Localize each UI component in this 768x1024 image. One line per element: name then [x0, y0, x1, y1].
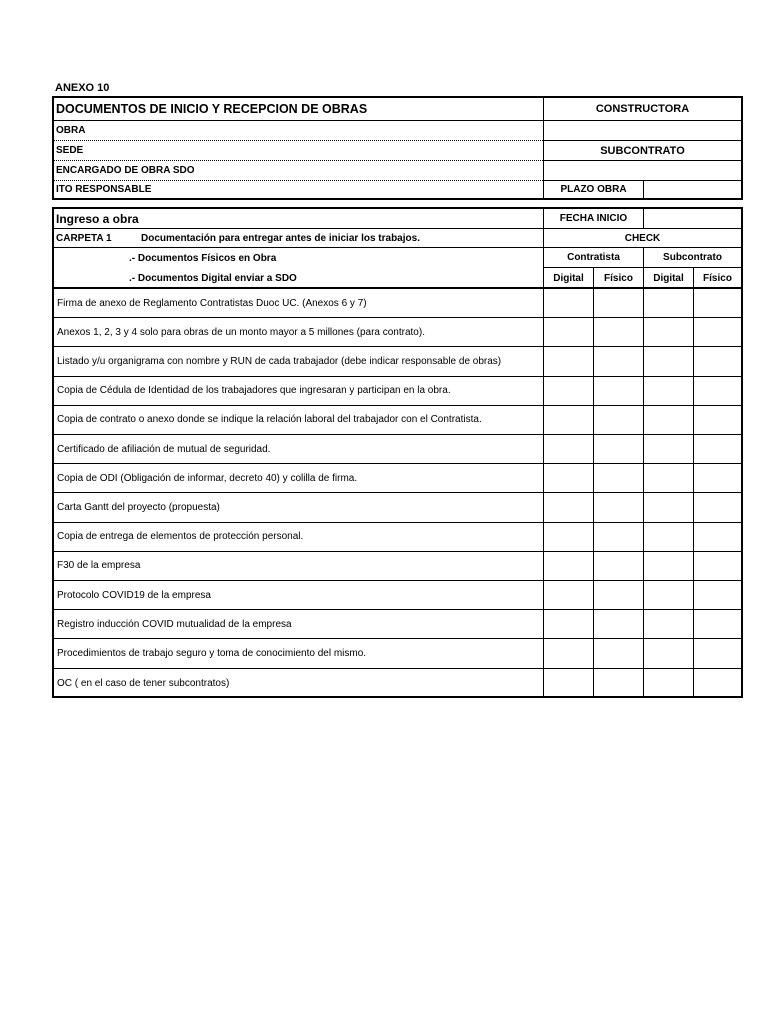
subcontrato-digital-checkbox[interactable]	[643, 581, 693, 609]
plazo-obra-field[interactable]	[643, 181, 741, 198]
subcontrato-fisico-checkbox[interactable]	[693, 523, 741, 551]
checklist-item-label: Copia de contrato o anexo donde se indique la relación laboral del trabajador con el Contratista.	[57, 414, 482, 426]
checklist-item-label: Copia de Cédula de Identidad de los trabajadores que ingresaran y participan en la obra.	[57, 385, 451, 397]
contratista-fisico-checkbox[interactable]	[593, 493, 643, 521]
contratista-digital-checkbox[interactable]	[543, 610, 593, 638]
contratista-fisico-header: Físico	[593, 268, 643, 288]
subcontrato-digital-checkbox[interactable]	[643, 318, 693, 346]
checklist-item-label: Carta Gantt del proyecto (propuesta)	[57, 501, 220, 513]
checklist-row	[54, 669, 741, 698]
plazo-obra-label: PLAZO OBRA	[543, 181, 643, 198]
checklist-row	[54, 464, 741, 493]
contratista-digital-checkbox[interactable]	[543, 639, 593, 667]
contratista-fisico-checkbox[interactable]	[593, 347, 643, 375]
subcontrato-header-label: SUBCONTRATO	[543, 141, 741, 161]
subcontrato-digital-checkbox[interactable]	[643, 464, 693, 492]
checklist-item-label: Firma de anexo de Reglamento Contratistas Duoc UC. (Anexos 6 y 7)	[57, 297, 367, 309]
checklist-item-label: Copia de ODI (Obligación de informar, decreto 40) y colilla de firma.	[57, 472, 358, 484]
contratista-fisico-checkbox[interactable]	[593, 289, 643, 317]
subcontrato-fisico-checkbox[interactable]	[693, 464, 741, 492]
header-table	[52, 96, 743, 200]
checklist-item-label: Protocolo COVID19 de la empresa	[57, 589, 211, 601]
subcontrato-fisico-checkbox[interactable]	[693, 318, 741, 346]
contratista-fisico-checkbox[interactable]	[593, 639, 643, 667]
contratista-digital-checkbox[interactable]	[543, 523, 593, 551]
subcontrato-fisico-checkbox[interactable]	[693, 610, 741, 638]
checklist-item-label: Certificado de afiliación de mutual de seguridad.	[57, 443, 271, 455]
checklist-item-label: Registro inducción COVID mutualidad de la empresa	[57, 618, 292, 630]
fecha-inicio-label: FECHA INICIO	[543, 209, 643, 229]
subcontrato-fisico-checkbox[interactable]	[693, 289, 741, 317]
subcontrato-fisico-checkbox[interactable]	[693, 581, 741, 609]
contratista-fisico-checkbox[interactable]	[593, 523, 643, 551]
check-header: CHECK	[543, 229, 741, 248]
contratista-header: Contratista	[543, 248, 643, 268]
subcontrato-digital-checkbox[interactable]	[643, 435, 693, 463]
subcontrato-digital-checkbox[interactable]	[643, 523, 693, 551]
checklist-item-label: Listado y/u organigrama con nombre y RUN de cada trabajador (debe indicar responsable de obras)	[57, 355, 502, 367]
checklist-row	[54, 347, 741, 376]
contratista-fisico-checkbox[interactable]	[593, 377, 643, 405]
subcontrato-digital-checkbox[interactable]	[643, 406, 693, 434]
subcontrato-fisico-checkbox[interactable]	[693, 435, 741, 463]
checklist-row	[54, 581, 741, 610]
subcontrato-fisico-checkbox[interactable]	[693, 639, 741, 667]
contratista-fisico-checkbox[interactable]	[593, 610, 643, 638]
contratista-digital-checkbox[interactable]	[543, 406, 593, 434]
subcontrato-digital-checkbox[interactable]	[643, 289, 693, 317]
contratista-fisico-checkbox[interactable]	[593, 318, 643, 346]
subcontrato-header: Subcontrato	[643, 248, 741, 268]
contratista-digital-header: Digital	[543, 268, 593, 288]
contratista-digital-checkbox[interactable]	[543, 581, 593, 609]
subcontrato-digital-checkbox[interactable]	[643, 347, 693, 375]
subcontrato-digital-checkbox[interactable]	[643, 552, 693, 580]
obra-label: OBRA	[54, 121, 543, 141]
checklist-item-label: Procedimientos de trabajo seguro y toma de conocimiento del mismo.	[57, 647, 367, 659]
contratista-digital-checkbox[interactable]	[543, 435, 593, 463]
checklist-items	[54, 289, 741, 696]
checklist-row	[54, 610, 741, 639]
subcontrato-value-field[interactable]	[543, 161, 741, 181]
subcontrato-fisico-checkbox[interactable]	[693, 347, 741, 375]
contratista-fisico-checkbox[interactable]	[593, 406, 643, 434]
contratista-digital-checkbox[interactable]	[543, 377, 593, 405]
checklist-row	[54, 552, 741, 581]
subcontrato-digital-checkbox[interactable]	[643, 669, 693, 698]
subcontrato-digital-checkbox[interactable]	[643, 493, 693, 521]
contratista-digital-checkbox[interactable]	[543, 493, 593, 521]
contratista-fisico-checkbox[interactable]	[593, 669, 643, 698]
checklist-row	[54, 406, 741, 435]
subcontrato-fisico-checkbox[interactable]	[693, 377, 741, 405]
constructora-label: CONSTRUCTORA	[543, 98, 741, 121]
contratista-fisico-checkbox[interactable]	[593, 581, 643, 609]
checklist-item-label: Anexos 1, 2, 3 y 4 solo para obras de un monto mayor a 5 millones (para contrato).	[57, 326, 425, 338]
checklist-item-label: F30 de la empresa	[57, 560, 141, 572]
checklist-row	[54, 289, 741, 318]
checklist-row	[54, 493, 741, 522]
subcontrato-fisico-checkbox[interactable]	[693, 552, 741, 580]
checklist-row	[54, 318, 741, 347]
checklist-item-label: OC ( en el caso de tener subcontratos)	[57, 677, 230, 689]
contratista-digital-checkbox[interactable]	[543, 318, 593, 346]
section-title: Ingreso a obra	[54, 209, 543, 229]
subcontrato-digital-checkbox[interactable]	[643, 610, 693, 638]
subcontrato-digital-header: Digital	[643, 268, 693, 288]
contratista-digital-checkbox[interactable]	[543, 289, 593, 317]
contratista-fisico-checkbox[interactable]	[593, 435, 643, 463]
checklist-row	[54, 523, 741, 552]
constructora-value-field[interactable]	[543, 121, 741, 141]
subcontrato-fisico-header: Físico	[693, 268, 741, 288]
annex-label: ANEXO 10	[55, 82, 110, 94]
subcontrato-fisico-checkbox[interactable]	[693, 406, 741, 434]
fecha-inicio-field[interactable]	[643, 209, 741, 229]
checklist-row	[54, 639, 741, 668]
checklist-row	[54, 435, 741, 464]
digitales-label: .- Documentos Digital enviar a SDO	[129, 272, 297, 284]
carpeta-label: CARPETA 1	[56, 233, 112, 244]
contratista-fisico-checkbox[interactable]	[593, 464, 643, 492]
ito-label: ITO RESPONSABLE	[56, 184, 152, 195]
contratista-fisico-checkbox[interactable]	[593, 552, 643, 580]
subcontrato-digital-checkbox[interactable]	[643, 377, 693, 405]
subcontrato-fisico-checkbox[interactable]	[693, 669, 741, 698]
document-title: DOCUMENTOS DE INICIO Y RECEPCION DE OBRAS	[54, 98, 543, 121]
subcontrato-digital-checkbox[interactable]	[643, 639, 693, 667]
subcontrato-fisico-checkbox[interactable]	[693, 493, 741, 521]
checklist-table	[52, 207, 743, 698]
contratista-digital-checkbox[interactable]	[543, 464, 593, 492]
carpeta-description: Documentación para entregar antes de iniciar los trabajos.	[141, 233, 420, 244]
checklist-item-label: Copia de entrega de elementos de protección personal.	[57, 531, 304, 543]
contratista-digital-checkbox[interactable]	[543, 669, 593, 698]
sede-label: SEDE	[54, 141, 543, 161]
contratista-digital-checkbox[interactable]	[543, 552, 593, 580]
contratista-digital-checkbox[interactable]	[543, 347, 593, 375]
encargado-label: ENCARGADO DE OBRA SDO	[54, 161, 543, 181]
fisicos-label: .- Documentos Físicos en Obra	[129, 252, 277, 264]
checklist-row	[54, 377, 741, 406]
